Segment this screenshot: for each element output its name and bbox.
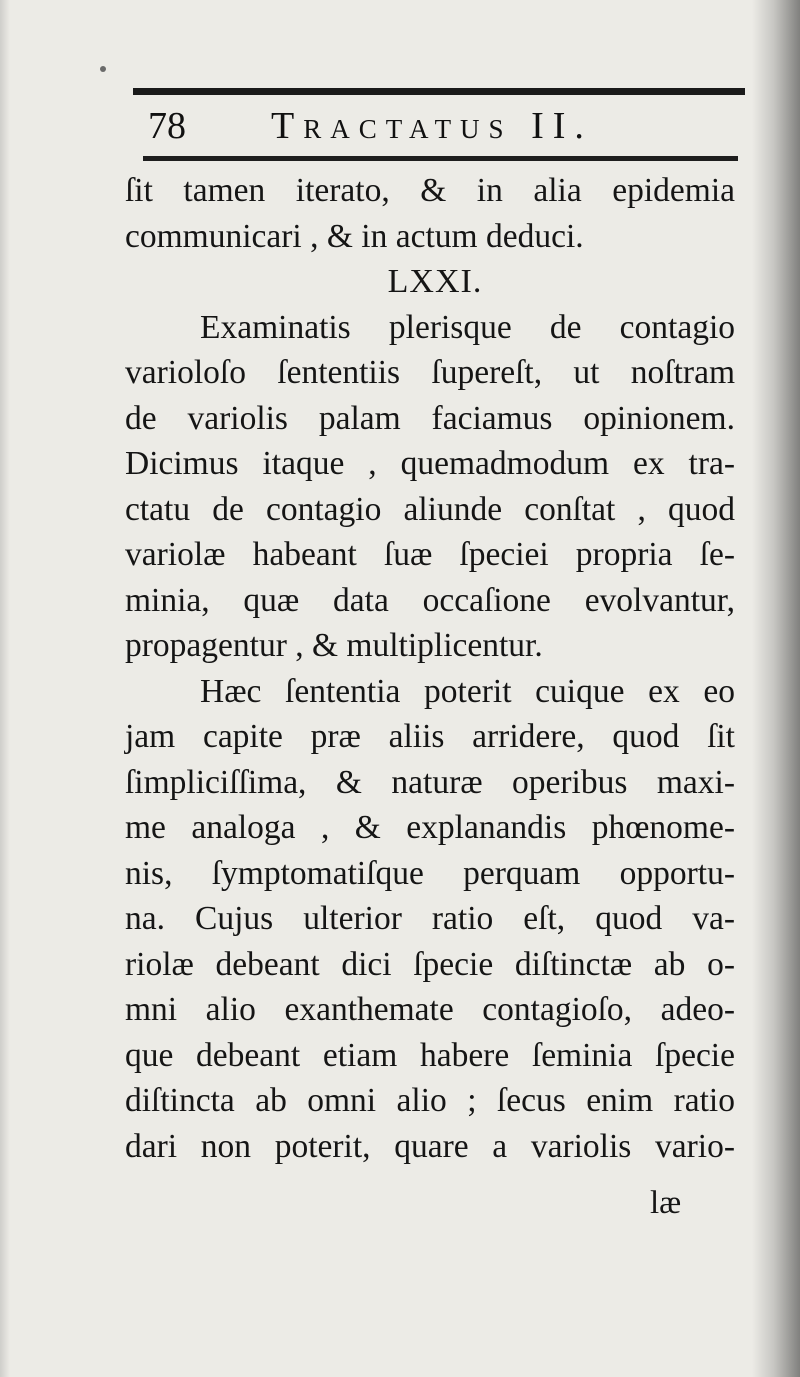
text-line: Examinatis plerisque de contagio: [200, 308, 735, 346]
text-line: dari non poterit, quare a variolis vario-: [125, 1127, 735, 1165]
page-edge-shadow: [752, 0, 800, 1377]
text-line: mni alio exanthemate contagioſo, adeo-: [125, 991, 735, 1028]
running-title: Tractatus II.: [271, 105, 593, 147]
text-line: communicari , & in actum deduci.: [125, 217, 584, 255]
text-line: ſimpliciſſima, & naturæ operibus maxi-: [125, 763, 735, 801]
text-line: variolæ habeant ſuæ ſpeciei propria ſe-: [125, 536, 735, 573]
text-line: ctatu de contagio aliunde conſtat , quod: [125, 490, 735, 528]
body-text: [125, 168, 735, 1169]
text-line: varioloſo ſententiis ſupereſt, ut noſtram: [125, 354, 735, 391]
text-line: riolæ debeant dici ſpecie diſtinctæ ab o-: [125, 945, 735, 983]
text-line: Hæc ſententia poterit cuique ex eo: [200, 672, 735, 710]
text-line: jam capite præ aliis arridere, quod ſit: [125, 718, 735, 755]
running-header: [148, 100, 738, 152]
text-line: na. Cujus ulterior ratio eſt, quod va-: [125, 900, 735, 937]
page-number: 78: [148, 105, 186, 147]
text-line: propagentur , & multiplicentur.: [125, 627, 543, 664]
text-line: ſit tamen iterato, & in alia epidemia: [125, 172, 735, 209]
catchword: læ: [650, 1185, 682, 1221]
text-line: nis, ſymptomatiſque perquam opportu-: [125, 854, 735, 892]
section-heading: LXXI.: [387, 263, 483, 300]
text-line: minia, quæ data occaſione evolvantur,: [125, 581, 735, 619]
text-line: de variolis palam faciamus opinionem.: [125, 399, 735, 437]
header-rule-top: [133, 88, 745, 95]
header-rule-bottom: [143, 156, 738, 161]
text-line: Dicimus itaque , quemadmodum ex tra-: [125, 445, 735, 482]
text-line: me analoga , & explanandis phœnome-: [125, 809, 735, 846]
text-line: diſtincta ab omni alio ; ſecus enim ratio: [125, 1082, 735, 1119]
page-gutter-shadow: [0, 0, 10, 1377]
ink-speck: [100, 66, 106, 72]
text-line: que debeant etiam habere ſeminia ſpecie: [125, 1036, 735, 1074]
